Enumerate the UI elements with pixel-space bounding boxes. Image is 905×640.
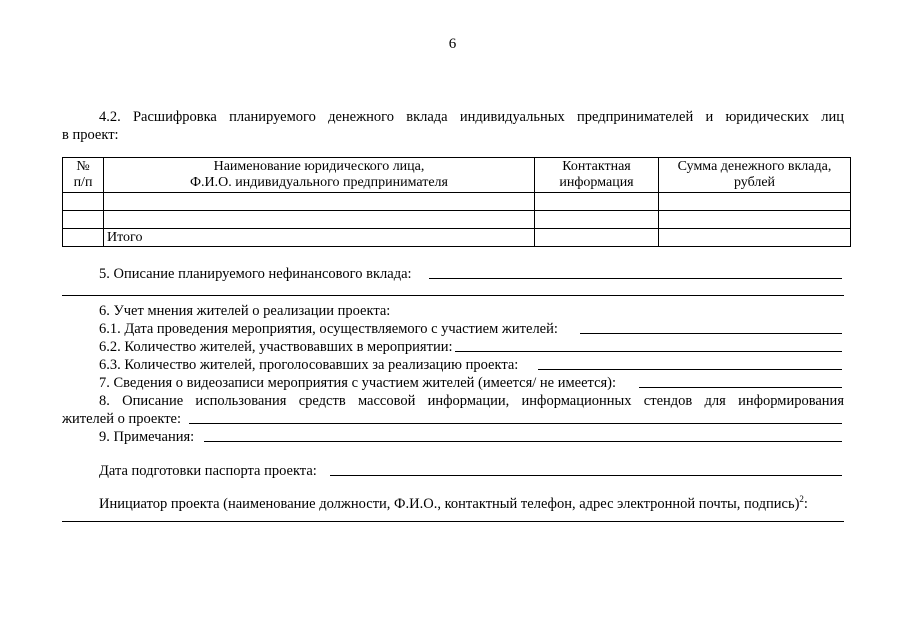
- table-cell[interactable]: [659, 211, 851, 229]
- field-nonfinancial-blank-line2[interactable]: [62, 295, 844, 296]
- field-nonfinancial: [62, 265, 844, 283]
- table-cell[interactable]: [535, 193, 659, 211]
- table-cell[interactable]: [63, 229, 104, 247]
- header-sum-line1: Сумма денежного вклада,: [677, 159, 832, 174]
- field-participants-label: 6.2. Количество жителей, участвовавших в мероприятии:: [99, 339, 453, 355]
- header-number-line2: п/п: [73, 175, 93, 190]
- header-sum: [659, 158, 851, 193]
- field-media: [62, 392, 844, 410]
- table-row: [63, 193, 851, 211]
- field-video-blank[interactable]: [639, 387, 842, 388]
- contributions-table: [62, 157, 851, 247]
- field-voters-blank[interactable]: [538, 369, 842, 370]
- header-name: [104, 158, 535, 193]
- field-participants: [62, 338, 844, 356]
- field-nonfinancial-blank[interactable]: [429, 278, 842, 279]
- field-initiator-text: Инициатор проекта (наименование должности, Ф.И.О., контактный телефон, адрес электронной почты, подпись): [99, 496, 800, 512]
- field-initiator-blank[interactable]: [62, 521, 844, 522]
- field-initiator-label: [99, 495, 808, 513]
- section-4-2-line2: в проект:: [62, 127, 119, 143]
- table-header-row: [63, 158, 851, 193]
- field-passport-date-blank[interactable]: [330, 475, 842, 476]
- field-media-line2: [62, 410, 844, 428]
- header-sum-line2: рублей: [733, 175, 776, 190]
- field-participants-blank[interactable]: [455, 351, 842, 352]
- page-number: 6: [448, 36, 457, 52]
- field-passport-date: [62, 462, 844, 480]
- table-cell[interactable]: [104, 211, 535, 229]
- field-media-label-line1: 8. Описание использования средств массовой информации, информационных стендов для информирования: [99, 393, 844, 409]
- section-4-2-heading: [62, 108, 844, 144]
- header-contact-line2: информация: [559, 175, 634, 190]
- table-row: [63, 211, 851, 229]
- total-sum-cell[interactable]: [659, 229, 851, 247]
- field-event-date-blank[interactable]: [580, 333, 842, 334]
- field-initiator-colon: :: [803, 496, 808, 512]
- field-media-blank[interactable]: [189, 423, 842, 424]
- total-contact-cell[interactable]: [535, 229, 659, 247]
- header-contact: [535, 158, 659, 193]
- header-contact-line1: Контактная: [562, 159, 631, 174]
- field-notes-blank[interactable]: [204, 441, 842, 442]
- field-video-label: 7. Сведения о видеозаписи мероприятия с участием жителей (имеется/ не имеется):: [99, 375, 617, 391]
- header-name-line2: Ф.И.О. индивидуального предпринимателя: [189, 175, 448, 190]
- table-cell[interactable]: [104, 193, 535, 211]
- field-voters: [62, 356, 844, 374]
- header-name-line1: Наименование юридического лица,: [213, 159, 425, 174]
- field-video: [62, 374, 844, 392]
- table-cell[interactable]: [659, 193, 851, 211]
- table-cell[interactable]: [63, 211, 104, 229]
- section-6-label: 6. Учет мнения жителей о реализации проекта:: [99, 303, 391, 319]
- table-cell[interactable]: [63, 193, 104, 211]
- field-nonfinancial-label: 5. Описание планируемого нефинансового вклада:: [99, 266, 412, 282]
- header-number: [63, 158, 104, 193]
- field-event-date: [62, 320, 844, 338]
- field-media-label-line2: жителей о проекте:: [62, 411, 182, 427]
- table-total-row: [63, 229, 851, 247]
- section-6-heading: [62, 302, 844, 320]
- field-notes-label: 9. Примечания:: [99, 429, 195, 445]
- field-notes: [62, 428, 844, 446]
- table-cell[interactable]: [535, 211, 659, 229]
- field-passport-date-label: Дата подготовки паспорта проекта:: [99, 463, 317, 479]
- field-event-date-label: 6.1. Дата проведения мероприятия, осуществляемого с участием жителей:: [99, 321, 558, 337]
- section-4-2-line1: 4.2. Расшифровка планируемого денежного вклада индивидуальных предпринимателей и юридических лиц: [99, 109, 844, 125]
- field-initiator: [62, 495, 844, 513]
- footnote-marker: 2: [799, 494, 804, 505]
- header-number-line1: №: [76, 159, 90, 174]
- total-label: Итого: [104, 229, 535, 247]
- field-voters-label: 6.3. Количество жителей, проголосовавших за реализацию проекта:: [99, 357, 519, 373]
